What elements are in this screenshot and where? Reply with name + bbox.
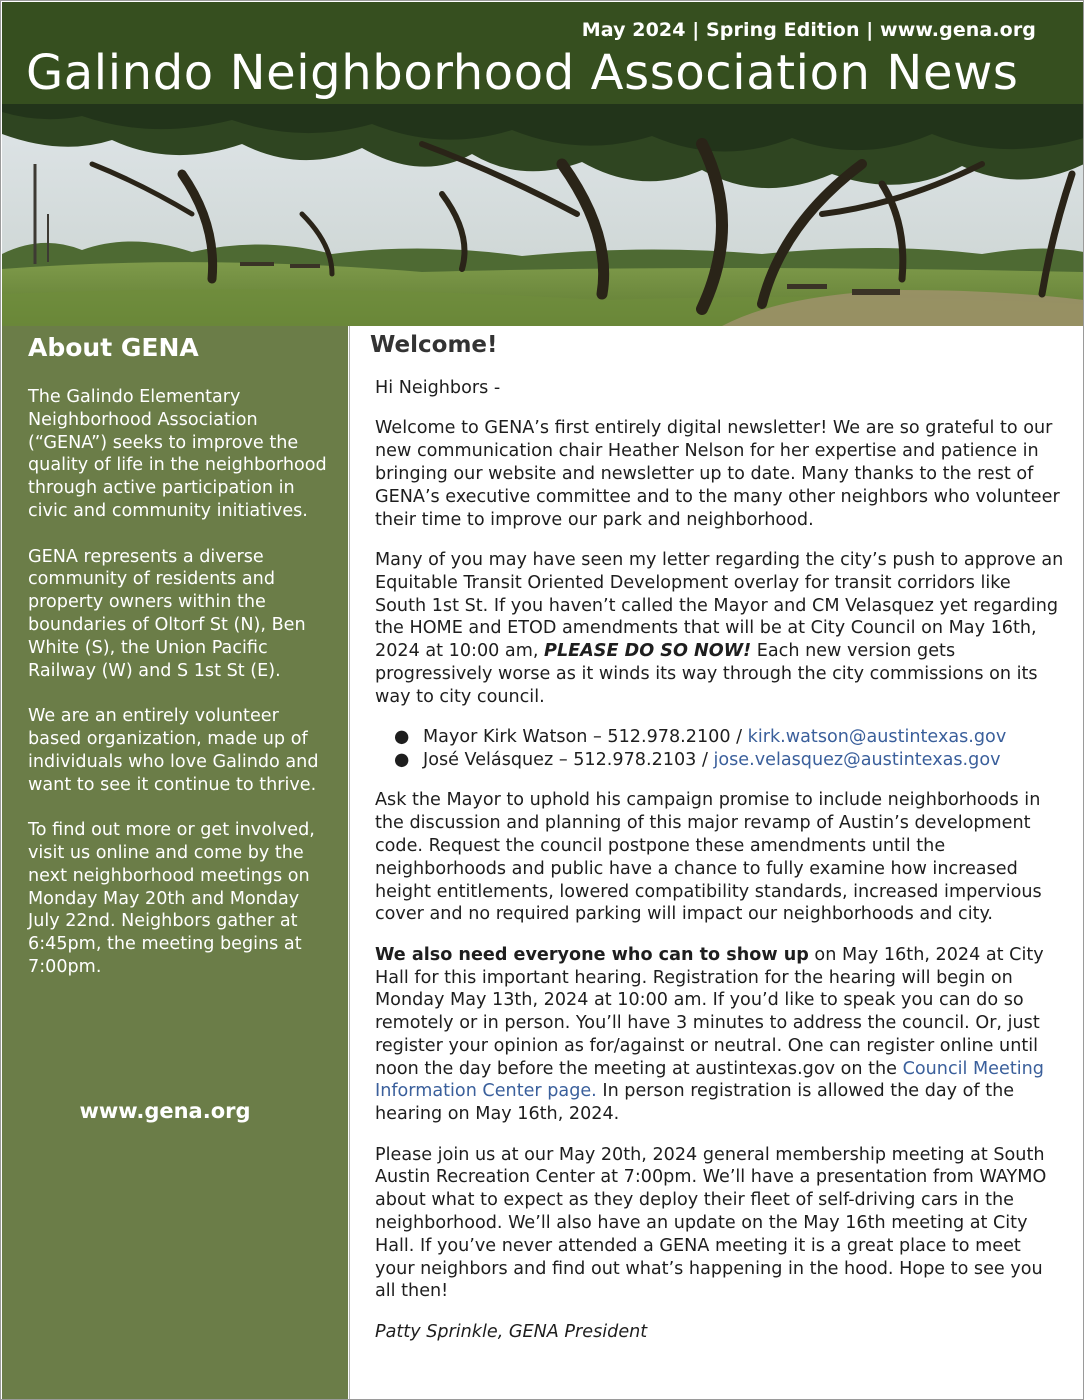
about-sidebar bbox=[2, 326, 348, 1400]
edition-line: May 2024 | Spring Edition | www.gena.org bbox=[581, 19, 1036, 41]
about-paragraph: To find out more or get involved, visit us online and come by the next neighborhood meetings on Monday May 20th and Monday July 22nd. Neighbors gather at 6:45pm, the meeting begins at 7:00pm. bbox=[28, 820, 315, 977]
paragraph-text: on May 16th, 2024 at City Hall for this important hearing. Registration for the hearing will begin on Monday May 13th, 2024 at 10:00 am. If you’d like to speak you can do so remotely or in person. You’ll have 3 minutes to address the council. Or, just register your opinion as for/against or neutral. One can register online until noon the day before the meeting at austintexas.gov on the bbox=[375, 944, 1044, 1079]
masthead bbox=[2, 2, 1084, 104]
bullet-icon: ● bbox=[394, 727, 410, 748]
bold-callout: We also need everyone who can to show up bbox=[375, 944, 809, 965]
contact-list bbox=[394, 726, 1065, 772]
greeting: Hi Neighbors - bbox=[375, 378, 501, 398]
email-link[interactable]: kirk.watson@austintexas.gov bbox=[747, 727, 1007, 748]
paragraph-meeting: Please join us at our May 20th, 2024 general membership meeting at South Austin Recreation Center at 7:00pm. We’ll have a presentation from WAYMO about what to expect as they deploy their fleet of self-driving cars in the neighborhood. We’ll also have an update on the May 16th meeting at City Hall. If you’ve never attended a GENA meeting it is a great place to meet your neighbors and find out what’s happening in the hood. Hope to see you all then! bbox=[375, 1144, 1047, 1302]
council-info-link[interactable]: Council Meeting Information Center page. bbox=[375, 1058, 1044, 1102]
about-heading: About GENA bbox=[28, 333, 199, 362]
welcome-section bbox=[349, 326, 1084, 1400]
park-oak-trees-photo bbox=[2, 104, 1084, 326]
about-paragraph: The Galindo Elementary Neighborhood Association (“GENA”) seeks to improve the quality of life in the neighborhood through active participation in civic and community initiatives. bbox=[28, 387, 327, 521]
paragraph-text: Each new version gets progressively worse as it winds its way through the city commissions on its way to city council. bbox=[375, 641, 1038, 707]
paragraph-mayor: Ask the Mayor to uphold his campaign promise to include neighborhoods in the discussion and planning of this major revamp of Austin’s development code. Request the council postpone these amendments until the neighborhoods and public have a chance to fully examine how increased height entitlements, lowered compatibility standards, increased impervious cover and no required parking will impact our neighborhoods and city. bbox=[375, 790, 1042, 925]
about-paragraph: We are an entirely volunteer based organization, made up of individuals who love Galindo and want to see it continue to thrive. bbox=[28, 706, 319, 795]
about-text bbox=[28, 386, 330, 1002]
contact-label: Mayor Kirk Watson – 512.978.2100 / bbox=[423, 727, 748, 748]
email-link[interactable]: jose.velasquez@austintexas.gov bbox=[713, 749, 1001, 770]
newsletter-title: Galindo Neighborhood Association News bbox=[26, 45, 1019, 101]
call-to-action: PLEASE DO SO NOW! bbox=[544, 641, 752, 662]
signoff: Patty Sprinkle, GENA President bbox=[375, 1321, 648, 1342]
about-paragraph: GENA represents a diverse community of residents and property owners within the boundaries of Oltorf St (N), Ben White (S), the Union Pacific Railway (W) and S 1st St (E). bbox=[28, 546, 306, 681]
contact-item bbox=[394, 726, 1065, 749]
contact-item bbox=[394, 749, 1065, 772]
paragraph-etod bbox=[375, 549, 1065, 709]
welcome-heading: Welcome! bbox=[370, 332, 498, 358]
welcome-body bbox=[375, 377, 1065, 1361]
paragraph-intro: Welcome to GENA’s first entirely digital newsletter! We are so grateful to our new communication chair Heather Nelson for her expertise and patience in bringing our website and newsletter up to date. Many thanks to the rest of GENA’s executive committee and to the many other neighbors who volunteer their time to improve our park and neighborhood. bbox=[375, 418, 1060, 530]
contact-label: José Velásquez – 512.978.2103 / bbox=[423, 749, 714, 770]
paragraph-text: Many of you may have seen my letter regarding the city’s push to approve an Equitable Transit Oriented Development overlay for transit corridors like South 1st St. If you haven’t called the Mayor and CM Velasquez yet regarding the HOME and ETOD amendments that will be at City Council on May 16th, 2024 at 10:00 am, bbox=[375, 549, 1064, 662]
bullet-icon: ● bbox=[394, 749, 410, 770]
paragraph-text: In person registration is allowed the day of the hearing on May 16th, 2024. bbox=[375, 1081, 1015, 1125]
paragraph-hearing bbox=[375, 944, 1065, 1126]
website-link[interactable]: www.gena.org bbox=[79, 1099, 251, 1123]
